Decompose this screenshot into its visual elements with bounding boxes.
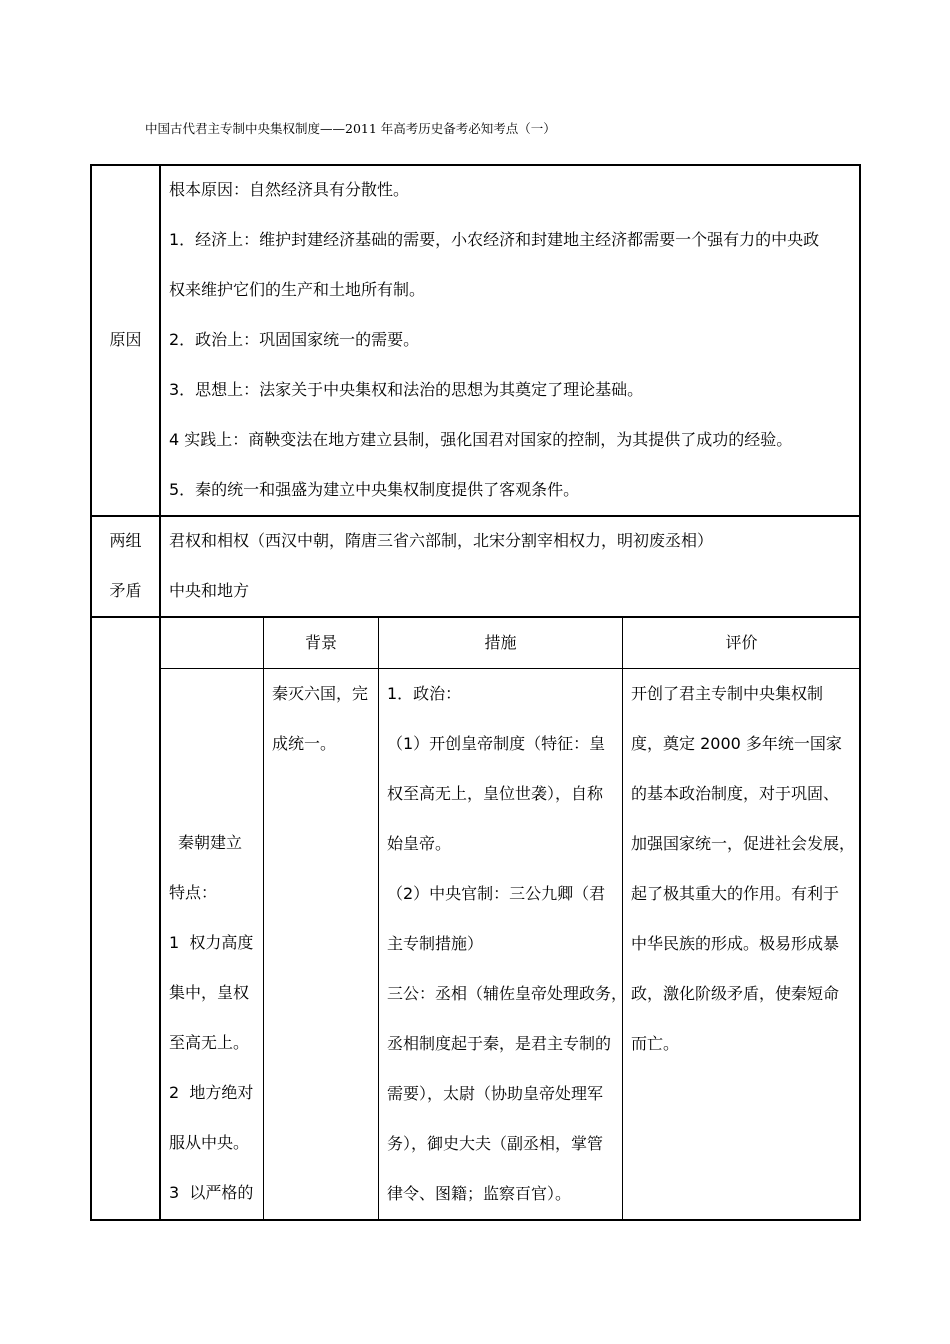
qin-evaluation-line: 起了极其重大的作用。有利于 bbox=[631, 884, 840, 903]
conflicts-line: 君权和相权（西汉中朝，隋唐三省六部制，北宋分割宰相权力，明初废丞相） bbox=[169, 531, 714, 550]
qin-name-line: 2 地方绝对 bbox=[169, 1083, 254, 1102]
reasons-line: 权来维护它们的生产和土地所有制。 bbox=[169, 280, 426, 299]
reasons-line: 5．秦的统一和强盛为建立中央集权制度提供了客观条件。 bbox=[169, 480, 580, 499]
qin-measures-line: 主专制措施） bbox=[387, 934, 484, 953]
qin-header-evaluation: 评价 bbox=[725, 633, 758, 652]
conflicts-label-line1: 两组 bbox=[109, 531, 142, 550]
reasons-line: 3．思想上：法家关于中央集权和法治的思想为其奠定了理论基础。 bbox=[169, 380, 644, 399]
qin-measures-line: （2）中央官制：三公九卿（君 bbox=[387, 884, 606, 903]
qin-background-line: 成统一。 bbox=[272, 734, 337, 753]
qin-measures-line: 丞相制度起于秦，是君主专制的 bbox=[387, 1034, 612, 1053]
qin-name-column bbox=[169, 833, 253, 1233]
qin-evaluation-line: 的基本政治制度，对于巩固、 bbox=[631, 784, 840, 803]
reasons-line: 2．政治上：巩固国家统一的需要。 bbox=[169, 330, 420, 349]
qin-measures-line: 需要），太尉（协助皇帝处理军 bbox=[387, 1084, 604, 1103]
qin-name-line: 3 以严格的 bbox=[169, 1183, 254, 1202]
qin-measures-column bbox=[387, 684, 627, 1234]
qin-background-line: 秦灭六国，完 bbox=[272, 684, 369, 703]
qin-evaluation-line: 中华民族的形成。极易形成暴 bbox=[631, 934, 840, 953]
qin-name-line: 至高无上。 bbox=[169, 1033, 250, 1052]
reasons-line: 1．经济上：维护封建经济基础的需要，小农经济和封建地主经济都需要一个强有力的中央政 bbox=[169, 230, 820, 249]
qin-evaluation-line: 而亡。 bbox=[631, 1034, 680, 1053]
qin-header-divider bbox=[160, 668, 860, 669]
conflicts-line: 中央和地方 bbox=[169, 581, 250, 600]
qin-col-divider-2 bbox=[378, 617, 379, 1220]
document-title: 中国古代君主专制中央集权制度——2011 年高考历史备考必知考点（一） bbox=[145, 121, 556, 136]
qin-header-background: 背景 bbox=[304, 633, 337, 652]
qin-measures-line: 1．政治： bbox=[387, 684, 462, 703]
qin-name-line: 特点： bbox=[169, 883, 218, 902]
qin-measures-line: 律令、图籍；监察百官）。 bbox=[387, 1184, 572, 1203]
qin-name-line: 服从中央。 bbox=[169, 1133, 250, 1152]
qin-measures-line: 始皇帝。 bbox=[387, 834, 452, 853]
reasons-label: 原因 bbox=[109, 330, 142, 349]
qin-evaluation-line: 度，奠定 2000 多年统一国家 bbox=[631, 734, 842, 753]
qin-name-line: 1 权力高度 bbox=[169, 933, 254, 952]
qin-background-column bbox=[272, 684, 368, 784]
qin-evaluation-line: 加强国家统一，促进社会发展， bbox=[631, 834, 856, 853]
conflicts-label-line2: 矛盾 bbox=[109, 581, 142, 600]
label-column-divider bbox=[159, 164, 161, 1221]
qin-name-line: 秦朝建立 bbox=[178, 833, 243, 852]
reasons-line: 根本原因：自然经济具有分散性。 bbox=[169, 180, 410, 199]
qin-measures-line: 三公：丞相（辅佐皇帝处理政务， bbox=[387, 984, 628, 1003]
qin-evaluation-column bbox=[631, 684, 855, 1084]
qin-name-line: 集中，皇权 bbox=[169, 983, 250, 1002]
qin-measures-line: （1）开创皇帝制度（特征：皇 bbox=[387, 734, 606, 753]
qin-evaluation-line: 开创了君主专制中央集权制 bbox=[631, 684, 824, 703]
reasons-content bbox=[169, 180, 819, 530]
conflicts-content bbox=[169, 531, 713, 631]
qin-header-measures: 措施 bbox=[484, 633, 517, 652]
qin-evaluation-line: 政，激化阶级矛盾，使秦短命 bbox=[631, 984, 840, 1003]
qin-col-divider-1 bbox=[263, 617, 264, 1220]
qin-measures-line: 务），御史大夫（副丞相，掌管 bbox=[387, 1134, 604, 1153]
reasons-line: 4 实践上：商鞅变法在地方建立县制，强化国君对国家的控制，为其提供了成功的经验。 bbox=[169, 430, 793, 449]
qin-measures-line: 权至高无上，皇位世袭），自称 bbox=[387, 784, 604, 803]
